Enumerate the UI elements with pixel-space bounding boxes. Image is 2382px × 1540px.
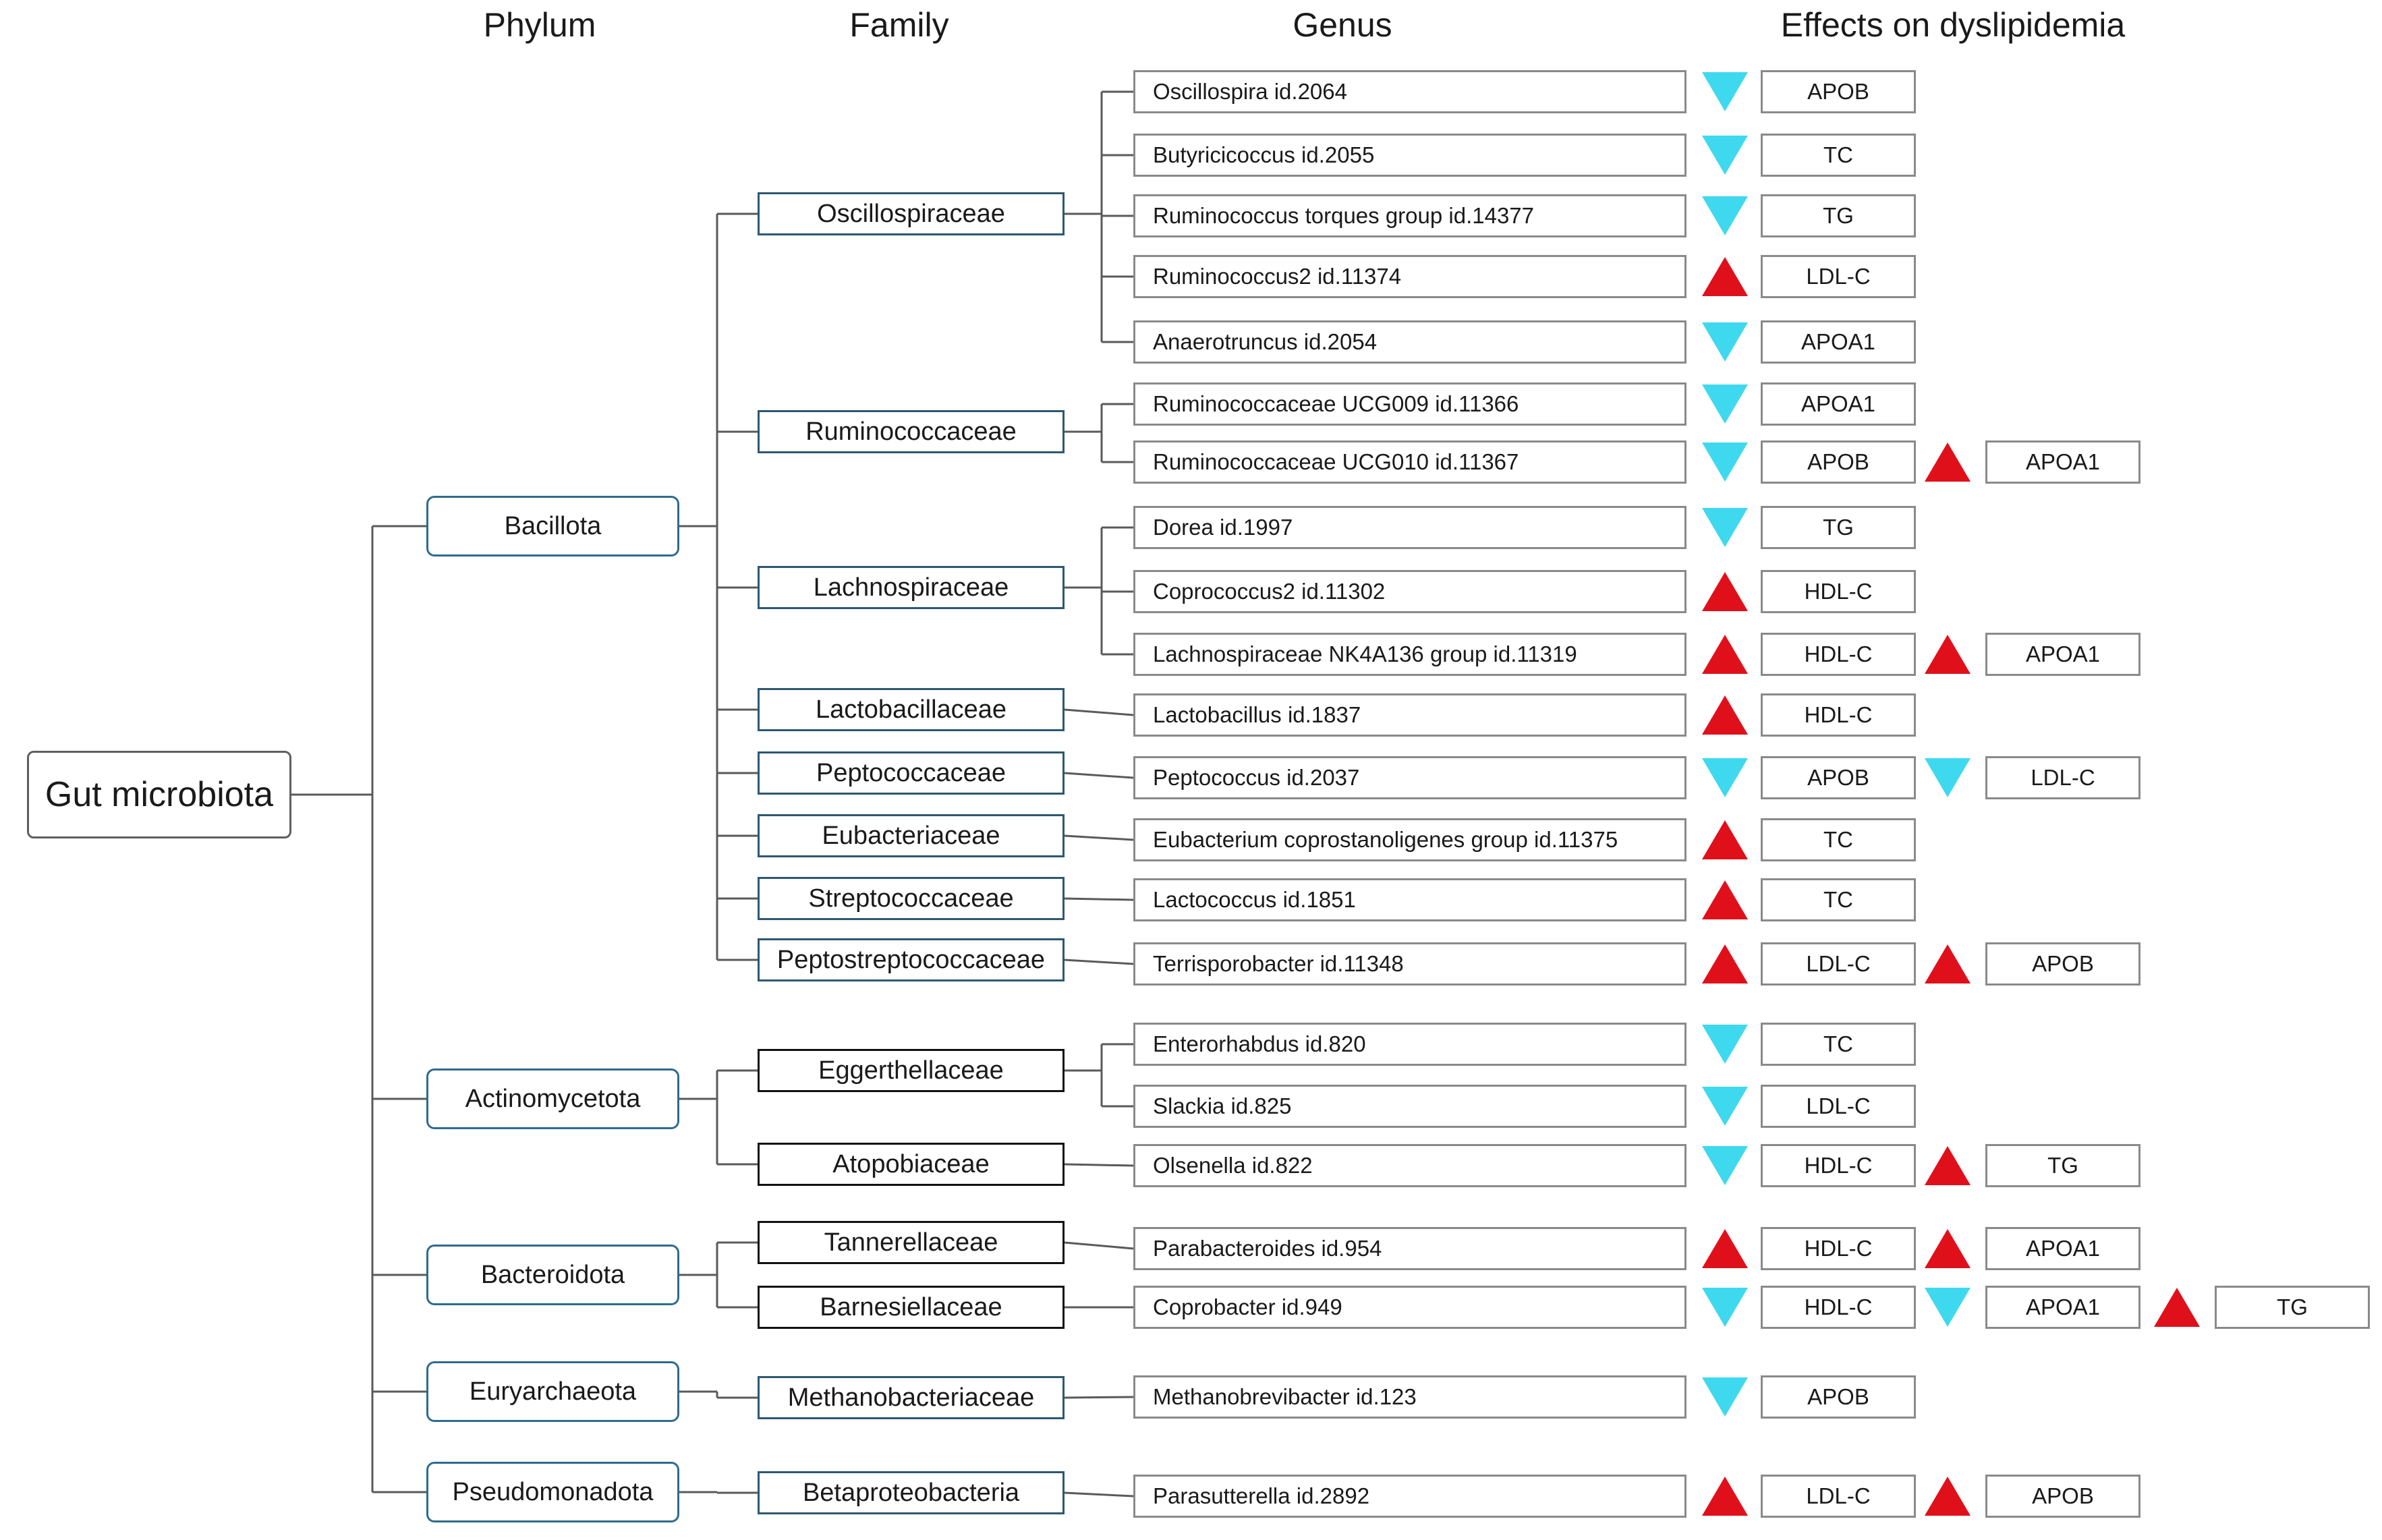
effect-label: LDL-C [1761, 942, 1916, 986]
decrease-triangle-icon [1702, 1288, 1748, 1327]
phylum-node: Bacteroidota [426, 1245, 679, 1305]
genus-node: Olsenella id.822 [1133, 1144, 1686, 1187]
effect-label: APOA1 [1985, 1227, 2140, 1270]
effect-label: HDL-C [1761, 1227, 1916, 1270]
increase-triangle-icon [1925, 635, 1970, 674]
genus-connector [1065, 1397, 1133, 1398]
genus-node: Coprococcus2 id.11302 [1133, 570, 1686, 613]
genus-connector [1065, 899, 1133, 900]
family-node: Methanobacteriaceae [758, 1376, 1065, 1419]
genus-node: Lachnospiraceae NK4A136 group id.11319 [1133, 633, 1686, 676]
decrease-triangle-icon [1702, 136, 1748, 175]
genus-node: Parasutterella id.2892 [1133, 1475, 1686, 1518]
effect-label: HDL-C [1761, 570, 1916, 613]
header-genus: Genus [1293, 6, 1392, 44]
increase-triangle-icon [1925, 944, 1970, 983]
decrease-triangle-icon [1702, 322, 1748, 362]
effect-label: LDL-C [1761, 1475, 1916, 1518]
genus-node: Eubacterium coprostanoligenes group id.11375 [1133, 818, 1686, 861]
decrease-triangle-icon [1702, 508, 1748, 547]
effect-label: TG [1761, 506, 1916, 549]
family-node: Ruminococcaceae [758, 410, 1065, 453]
effect-label: TC [1761, 1023, 1916, 1066]
effect-label: APOB [1761, 440, 1916, 484]
increase-triangle-icon [1702, 820, 1748, 859]
phylum-node: Pseudomonadota [426, 1462, 679, 1522]
genus-connector [1065, 710, 1133, 715]
decrease-triangle-icon [1702, 1146, 1748, 1185]
increase-triangle-icon [1925, 1229, 1970, 1268]
phylum-node: Actinomycetota [426, 1068, 679, 1129]
effect-label: APOA1 [1985, 440, 2140, 484]
effect-label: LDL-C [1761, 1085, 1916, 1128]
decrease-triangle-icon [1925, 758, 1970, 797]
effect-label: APOB [1761, 1375, 1916, 1419]
decrease-triangle-icon [1702, 1377, 1748, 1417]
increase-triangle-icon [1702, 257, 1748, 296]
genus-connector [1065, 1243, 1133, 1249]
genus-node: Butyricicoccus id.2055 [1133, 134, 1686, 177]
genus-node: Terrisporobacter id.11348 [1133, 942, 1686, 986]
genus-node: Lactococcus id.1851 [1133, 878, 1686, 921]
effect-label: APOB [1761, 70, 1916, 113]
root-node: Gut microbiota [27, 751, 291, 838]
effect-label: TG [2215, 1286, 2370, 1329]
effect-label: TC [1761, 878, 1916, 921]
genus-node: Dorea id.1997 [1133, 506, 1686, 549]
header-effects: Effects on dyslipidemia [1780, 6, 2126, 44]
family-node: Peptococcaceae [758, 751, 1065, 795]
genus-node: Ruminococcus2 id.11374 [1133, 255, 1686, 298]
effect-label: APOB [1761, 756, 1916, 799]
effect-label: TC [1761, 818, 1916, 861]
genus-node: Enterorhabdus id.820 [1133, 1023, 1686, 1066]
effect-label: TC [1761, 134, 1916, 177]
genus-node: Parabacteroides id.954 [1133, 1227, 1686, 1270]
family-node: Lachnospiraceae [758, 566, 1065, 609]
family-node: Atopobiaceae [758, 1143, 1065, 1186]
increase-triangle-icon [1702, 880, 1748, 919]
effect-label: HDL-C [1761, 1144, 1916, 1187]
increase-triangle-icon [1702, 944, 1748, 983]
genus-node: Ruminococcaceae UCG009 id.11366 [1133, 382, 1686, 426]
genus-node: Anaerotruncus id.2054 [1133, 320, 1686, 364]
family-node: Streptococcaceae [758, 877, 1065, 920]
genus-node: Ruminococcaceae UCG010 id.11367 [1133, 440, 1686, 484]
increase-triangle-icon [1702, 695, 1748, 735]
effect-label: APOB [1985, 942, 2140, 986]
genus-connector [1065, 1164, 1133, 1166]
decrease-triangle-icon [1702, 758, 1748, 797]
genus-connector [1065, 1493, 1133, 1496]
genus-node: Lactobacillus id.1837 [1133, 693, 1686, 737]
genus-node: Peptococcus id.2037 [1133, 756, 1686, 799]
genus-connector [1065, 960, 1133, 964]
family-node: Tannerellaceae [758, 1221, 1065, 1264]
decrease-triangle-icon [1702, 384, 1748, 424]
header-family: Family [849, 6, 949, 44]
decrease-triangle-icon [1702, 443, 1748, 482]
genus-node: Coprobacter id.949 [1133, 1286, 1686, 1329]
header-phylum: Phylum [483, 6, 596, 44]
decrease-triangle-icon [1702, 1025, 1748, 1064]
increase-triangle-icon [1925, 1477, 1970, 1516]
effect-label: APOA1 [1985, 1286, 2140, 1329]
effect-label: LDL-C [1985, 756, 2140, 799]
genus-node: Slackia id.825 [1133, 1085, 1686, 1128]
effect-label: APOA1 [1761, 320, 1916, 364]
effect-label: HDL-C [1761, 693, 1916, 737]
family-node: Lactobacillaceae [758, 688, 1065, 731]
family-node: Peptostreptococcaceae [758, 938, 1065, 981]
increase-triangle-icon [1702, 635, 1748, 674]
effect-label: HDL-C [1761, 1286, 1916, 1329]
decrease-triangle-icon [1925, 1288, 1970, 1327]
increase-triangle-icon [1702, 1477, 1748, 1516]
phylum-node: Bacillota [426, 496, 679, 557]
genus-connector [1065, 773, 1133, 778]
effect-label: APOB [1985, 1475, 2140, 1518]
genus-node: Oscillospira id.2064 [1133, 70, 1686, 113]
family-node: Eggerthellaceae [758, 1049, 1065, 1092]
effect-label: TG [1985, 1144, 2140, 1187]
decrease-triangle-icon [1702, 1087, 1748, 1126]
effect-label: TG [1761, 194, 1916, 237]
increase-triangle-icon [1702, 572, 1748, 611]
increase-triangle-icon [1702, 1229, 1748, 1268]
family-node: Oscillospiraceae [758, 192, 1065, 235]
effect-label: APOA1 [1985, 633, 2140, 676]
genus-node: Ruminococcus torques group id.14377 [1133, 194, 1686, 237]
increase-triangle-icon [1925, 443, 1970, 482]
family-node: Betaproteobacteria [758, 1471, 1065, 1514]
increase-triangle-icon [2154, 1288, 2200, 1327]
effect-label: LDL-C [1761, 255, 1916, 298]
family-node: Eubacteriaceae [758, 814, 1065, 857]
genus-node: Methanobrevibacter id.123 [1133, 1375, 1686, 1419]
decrease-triangle-icon [1702, 196, 1748, 235]
effect-label: HDL-C [1761, 633, 1916, 676]
phylum-node: Euryarchaeota [426, 1361, 679, 1422]
increase-triangle-icon [1925, 1146, 1970, 1185]
effect-label: APOA1 [1761, 382, 1916, 426]
genus-connector [1065, 836, 1133, 840]
family-node: Barnesiellaceae [758, 1286, 1065, 1329]
decrease-triangle-icon [1702, 72, 1748, 111]
